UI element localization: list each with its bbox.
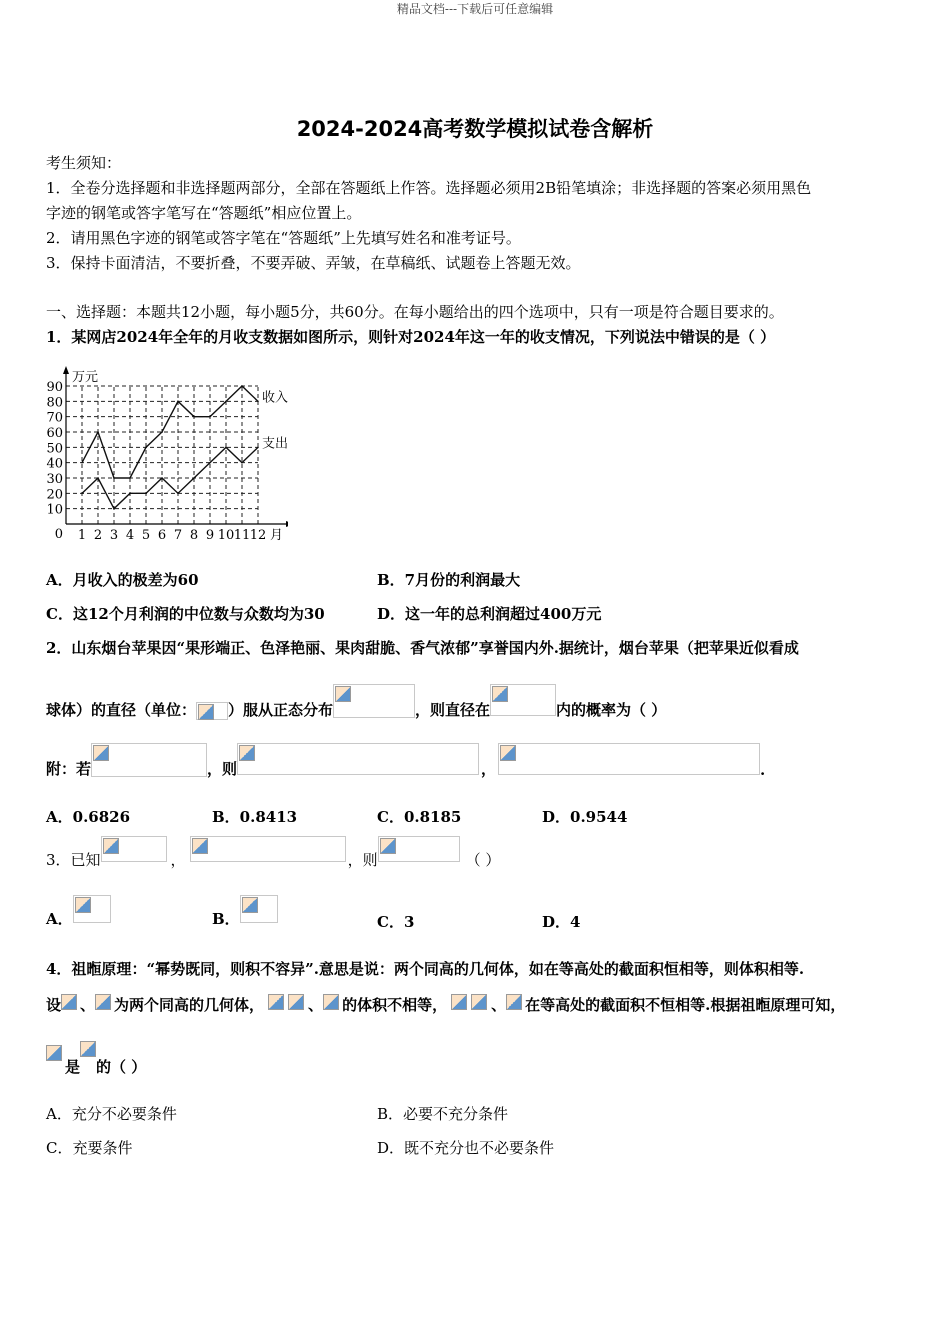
formula-image-icon bbox=[46, 1045, 65, 1065]
series-point bbox=[129, 493, 131, 495]
q2-text-then: ，则 bbox=[207, 760, 238, 778]
x-tick-label: 3 bbox=[109, 528, 119, 543]
series-point bbox=[97, 477, 99, 479]
q1-income-expense-chart bbox=[38, 364, 288, 550]
q3-text-given: 3．已知 bbox=[46, 851, 101, 869]
x-tick-label: 7 bbox=[173, 528, 183, 543]
x-tick-label: 10 bbox=[217, 528, 235, 543]
series-point bbox=[81, 462, 83, 464]
x-axis-label: 月 bbox=[270, 528, 284, 543]
q3-text-comma: ， bbox=[170, 851, 186, 869]
formula-image-icon bbox=[498, 743, 760, 775]
y-tick-label: 40 bbox=[46, 456, 63, 472]
y-tick-label: 70 bbox=[46, 410, 63, 426]
q4-text-volume: 的体积不相等， bbox=[342, 995, 448, 1014]
formula-image-icon bbox=[240, 895, 278, 923]
page-title: 2024-2024高考数学模拟试卷含解析 bbox=[296, 117, 654, 141]
q4-line-1: 4．祖暅原理：“幂势既同，则积不容异”.意思是说：两个同高的几何体，如在等高处的截面积恒相等，则体积相等. bbox=[46, 960, 805, 978]
y-tick-label: 90 bbox=[46, 380, 63, 395]
q3-option-c[interactable]: C．3 bbox=[377, 913, 415, 931]
series-point bbox=[97, 431, 99, 433]
series-point bbox=[225, 401, 227, 403]
q1-option-d[interactable]: D．这一年的总利润超过400万元 bbox=[377, 605, 602, 623]
y-axis-arrow bbox=[63, 366, 69, 374]
q2-option-a[interactable]: A．0.6826 bbox=[46, 808, 131, 826]
q2-line-2 bbox=[46, 684, 666, 720]
x-tick-label: 11 bbox=[233, 528, 251, 543]
series-label: 支出 bbox=[262, 436, 288, 452]
x-axis-arrow bbox=[286, 521, 288, 527]
q1-stem: 1．某网店2024年全年的月收支数据如图所示，则针对2024年这一年的收支情况，下列说法中错误的是（ ） bbox=[46, 328, 776, 346]
q4-text-same-height: 为两个同高的几何体， bbox=[114, 995, 265, 1014]
series-point bbox=[81, 493, 83, 495]
chart-grid bbox=[66, 386, 258, 524]
series-point bbox=[209, 462, 211, 464]
x-tick-label: 4 bbox=[125, 528, 135, 543]
series-point bbox=[161, 431, 163, 433]
series-point bbox=[257, 447, 259, 449]
formula-image-icon bbox=[80, 1041, 96, 1061]
q3-option-a[interactable] bbox=[46, 895, 111, 929]
series-label: 收入 bbox=[262, 390, 288, 406]
formula-image-icon bbox=[95, 994, 114, 1014]
x-tick-label: 8 bbox=[189, 528, 199, 543]
q1-option-c[interactable]: C．这12个月利润的中位数与众数均为30 bbox=[46, 605, 325, 623]
q4-text-of: 的（ ） bbox=[96, 1058, 147, 1076]
notice-item-2: 2．请用黑色字迹的钢笔或答字笔在“答题纸”上先填写姓名和准考证号。 bbox=[46, 229, 521, 247]
q3-option-a-label: A． bbox=[46, 910, 73, 928]
q2-text-probability: 内的概率为（ ） bbox=[556, 701, 667, 719]
y-tick-label: 80 bbox=[46, 395, 63, 411]
series-point bbox=[193, 416, 195, 418]
formula-image-icon bbox=[490, 684, 556, 716]
q1-option-b[interactable]: B．7月份的利润最大 bbox=[377, 571, 521, 589]
formula-image-icon bbox=[451, 994, 471, 1014]
formula-image-icon bbox=[471, 994, 491, 1014]
formula-image-icon bbox=[101, 836, 167, 862]
q4-option-c[interactable]: C．充要条件 bbox=[46, 1139, 133, 1157]
formula-image-icon bbox=[91, 743, 207, 777]
series-point bbox=[257, 401, 259, 403]
series-point bbox=[161, 477, 163, 479]
q2-text-comma: ， bbox=[481, 760, 497, 778]
x-tick-label: 1 bbox=[77, 528, 87, 543]
page-header: 精品文档---下载后可任意编辑 bbox=[396, 2, 554, 16]
formula-image-icon bbox=[61, 994, 80, 1014]
q3-text-paren: （ ） bbox=[465, 851, 501, 869]
series-point bbox=[113, 508, 115, 510]
x-tick-label: 12 bbox=[249, 528, 267, 543]
chart-axes bbox=[63, 366, 288, 527]
notice-item-3: 3．保持卡面清洁，不要折叠，不要弄破、弄皱，在草稿纸、试题卷上答题无效。 bbox=[46, 254, 581, 272]
q4-option-b[interactable]: B．必要不充分条件 bbox=[377, 1105, 509, 1123]
notice-heading: 考生须知： bbox=[46, 154, 122, 172]
formula-image-icon bbox=[73, 895, 111, 923]
q2-text-period: . bbox=[760, 761, 766, 779]
q4-option-d[interactable]: D．既不充分也不必要条件 bbox=[377, 1139, 555, 1157]
x-tick-label: 9 bbox=[205, 528, 215, 543]
q2-option-c[interactable]: C．0.8185 bbox=[377, 808, 462, 826]
series-point bbox=[145, 493, 147, 495]
series-point bbox=[225, 447, 227, 449]
formula-image-icon bbox=[237, 743, 479, 775]
q2-text-appendix: 附：若 bbox=[46, 760, 92, 778]
q2-option-b[interactable]: B．0.8413 bbox=[212, 808, 298, 826]
q2-text-normal: ）服从正态分布 bbox=[228, 701, 334, 719]
q2-option-d[interactable]: D．0.9544 bbox=[542, 808, 628, 826]
q2-text-diameter: 球体）的直径（单位： bbox=[46, 701, 197, 719]
y-tick-label: 30 bbox=[46, 472, 63, 487]
notice-item-1: 1．全卷分选择题和非选择题两部分，全部在答题纸上作答。选择题必须用2B铅笔填涂；非选择题的答案必须用黑色 bbox=[46, 179, 812, 197]
section-heading: 一、选择题：本题共12小题，每小题5分，共60分。在每小题给出的四个选项中，只有一项是符合题目要求的。 bbox=[46, 303, 784, 321]
series-point bbox=[209, 416, 211, 418]
q3-option-d[interactable]: D．4 bbox=[542, 913, 581, 931]
series-point bbox=[177, 401, 179, 403]
formula-image-icon bbox=[506, 994, 525, 1014]
q1-option-a[interactable]: A．月收入的极差为60 bbox=[46, 571, 199, 589]
y-tick-label: 10 bbox=[46, 502, 63, 518]
formula-image-icon bbox=[190, 836, 346, 862]
formula-image-icon bbox=[196, 702, 228, 720]
y-tick-label: 60 bbox=[46, 426, 63, 441]
q3-option-b-label: B． bbox=[212, 910, 240, 928]
q4-text-sep-3: 、 bbox=[491, 995, 507, 1014]
series-point bbox=[129, 477, 131, 479]
series-point bbox=[241, 385, 243, 387]
x-tick-label: 2 bbox=[93, 528, 103, 543]
q3-stem bbox=[46, 836, 500, 870]
formula-image-icon bbox=[323, 994, 342, 1014]
q2-text-range: ，则直径在 bbox=[415, 701, 491, 719]
y-tick-label: 50 bbox=[46, 441, 63, 457]
q4-line-2 bbox=[46, 991, 845, 1017]
q4-line-3 bbox=[46, 1041, 146, 1077]
y-tick-label: 0 bbox=[54, 527, 63, 542]
x-tick-label: 5 bbox=[141, 528, 151, 543]
series-point bbox=[177, 493, 179, 495]
x-tick-label: 6 bbox=[157, 528, 167, 543]
q3-option-b[interactable] bbox=[212, 895, 278, 929]
series-point bbox=[193, 477, 195, 479]
q3-text-then: ，则 bbox=[347, 851, 378, 869]
q4-option-a[interactable]: A．充分不必要条件 bbox=[46, 1105, 177, 1123]
series-point bbox=[241, 462, 243, 464]
y-tick-label: 20 bbox=[46, 487, 63, 503]
series-point bbox=[113, 477, 115, 479]
formula-image-icon bbox=[288, 994, 308, 1014]
chart-series bbox=[81, 385, 259, 509]
formula-image-icon bbox=[268, 994, 288, 1014]
formula-image-icon bbox=[333, 684, 415, 718]
q4-text-sep-2: 、 bbox=[308, 995, 324, 1014]
q2-line-1: 2．山东烟台苹果因“果形端正、色泽艳丽、果肉甜脆、香气浓郁”享誉国内外.据统计，烟台苹果（把苹果近似看成 bbox=[46, 639, 799, 657]
y-axis-label: 万元 bbox=[72, 370, 99, 385]
formula-image-icon bbox=[378, 836, 460, 862]
q2-line-3 bbox=[46, 743, 765, 779]
q4-text-is: 是 bbox=[65, 1058, 81, 1076]
notice-item-1-cont: 字迹的钢笔或答字笔写在“答题纸”相应位置上。 bbox=[46, 204, 362, 222]
series-point bbox=[145, 447, 147, 449]
q4-text-cross-section: 在等高处的截面积不恒相等.根据祖暅原理可知， bbox=[525, 995, 846, 1014]
q4-text-let: 设 bbox=[46, 995, 62, 1014]
q4-text-sep-1: 、 bbox=[80, 995, 96, 1014]
